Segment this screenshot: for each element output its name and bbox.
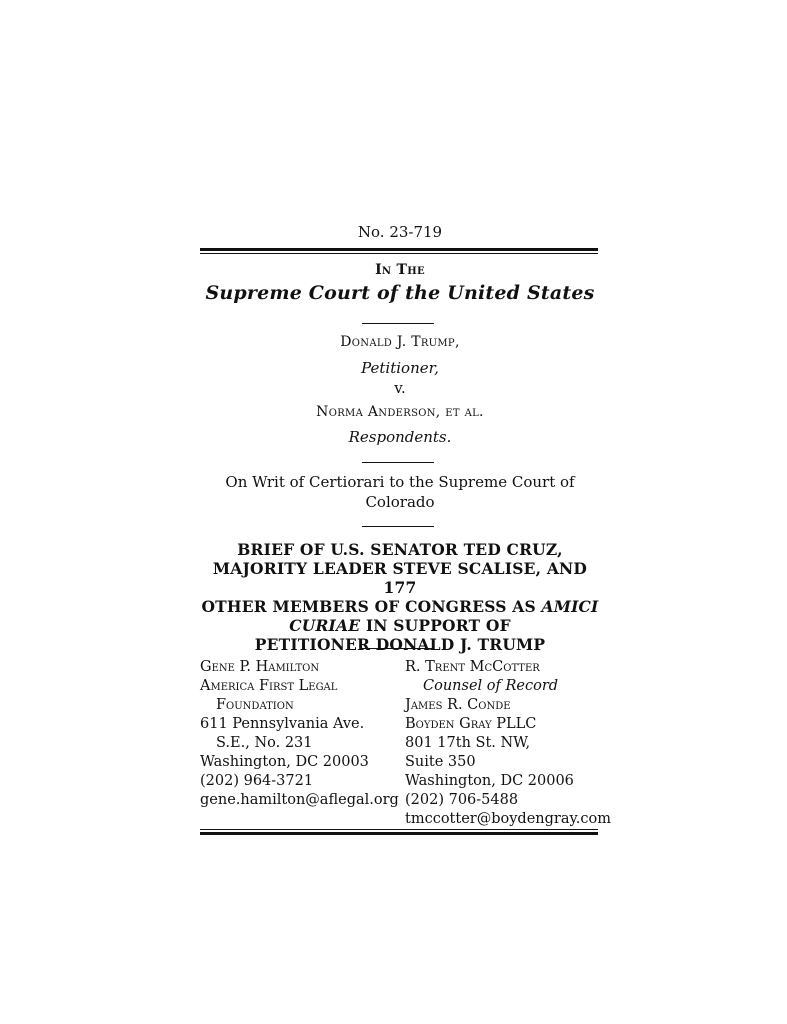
counsel-address: Suite 350	[405, 754, 476, 770]
title-text: OTHER MEMBERS OF CONGRESS AS	[201, 597, 542, 616]
court-intro: In The	[375, 262, 425, 278]
title-text: IN SUPPORT OF	[360, 616, 511, 635]
counsel-phone: (202) 964-3721	[200, 773, 314, 789]
petitioner-role: Petitioner,	[361, 359, 439, 377]
counsel-phone: (202) 706-5488	[405, 792, 519, 808]
counsel-address: S.E., No. 231	[216, 735, 313, 751]
title-italic: CURIAE	[289, 616, 361, 635]
counsel-firm: Boyden Gray PLLC	[405, 716, 537, 732]
brief-title	[200, 540, 600, 654]
counsel-left-block	[200, 658, 399, 810]
court-name: Supreme Court of the United States	[205, 282, 595, 304]
counsel-role: Counsel of Record	[423, 678, 559, 694]
divider-rule	[362, 323, 434, 324]
versus-label: v.	[394, 379, 406, 397]
counsel-right-block	[405, 658, 611, 829]
counsel-name: Gene P. Hamilton	[200, 659, 320, 675]
title-line	[200, 597, 600, 616]
top-double-rule	[200, 248, 598, 251]
writ-line: Colorado	[365, 493, 435, 511]
counsel-name: James R. Conde	[405, 697, 511, 713]
title-line: BRIEF OF U.S. SENATOR TED CRUZ,	[237, 540, 563, 559]
counsel-city: Washington, DC 20006	[405, 773, 574, 789]
title-line: PETITIONER DONALD J. TRUMP	[254, 635, 546, 654]
counsel-org: Foundation	[216, 697, 294, 713]
counsel-name: R. Trent McCotter	[405, 659, 540, 675]
counsel-email: tmccotter@boydengray.com	[405, 811, 611, 827]
docket-number: No. 23-719	[357, 223, 443, 241]
bottom-double-rule	[200, 829, 598, 830]
counsel-city: Washington, DC 20003	[200, 754, 369, 770]
divider-rule	[362, 648, 434, 649]
petitioner-name: Donald J. Trump,	[340, 334, 460, 350]
writ-caption	[200, 472, 600, 512]
counsel-address: 801 17th St. NW,	[405, 735, 531, 751]
title-line	[200, 616, 600, 635]
writ-line: On Writ of Certiorari to the Supreme Court of	[225, 473, 575, 491]
respondent-role: Respondents.	[348, 428, 452, 446]
title-line: MAJORITY LEADER STEVE SCALISE, AND 177	[212, 559, 588, 597]
divider-rule	[362, 462, 434, 463]
counsel-org: America First Legal	[200, 678, 338, 694]
respondent-name: Norma Anderson, et al.	[316, 404, 484, 420]
counsel-email: gene.hamilton@aflegal.org	[200, 792, 399, 808]
title-italic: AMICI	[541, 597, 599, 616]
divider-rule	[362, 526, 434, 527]
counsel-address: 611 Pennsylvania Ave.	[200, 716, 365, 732]
